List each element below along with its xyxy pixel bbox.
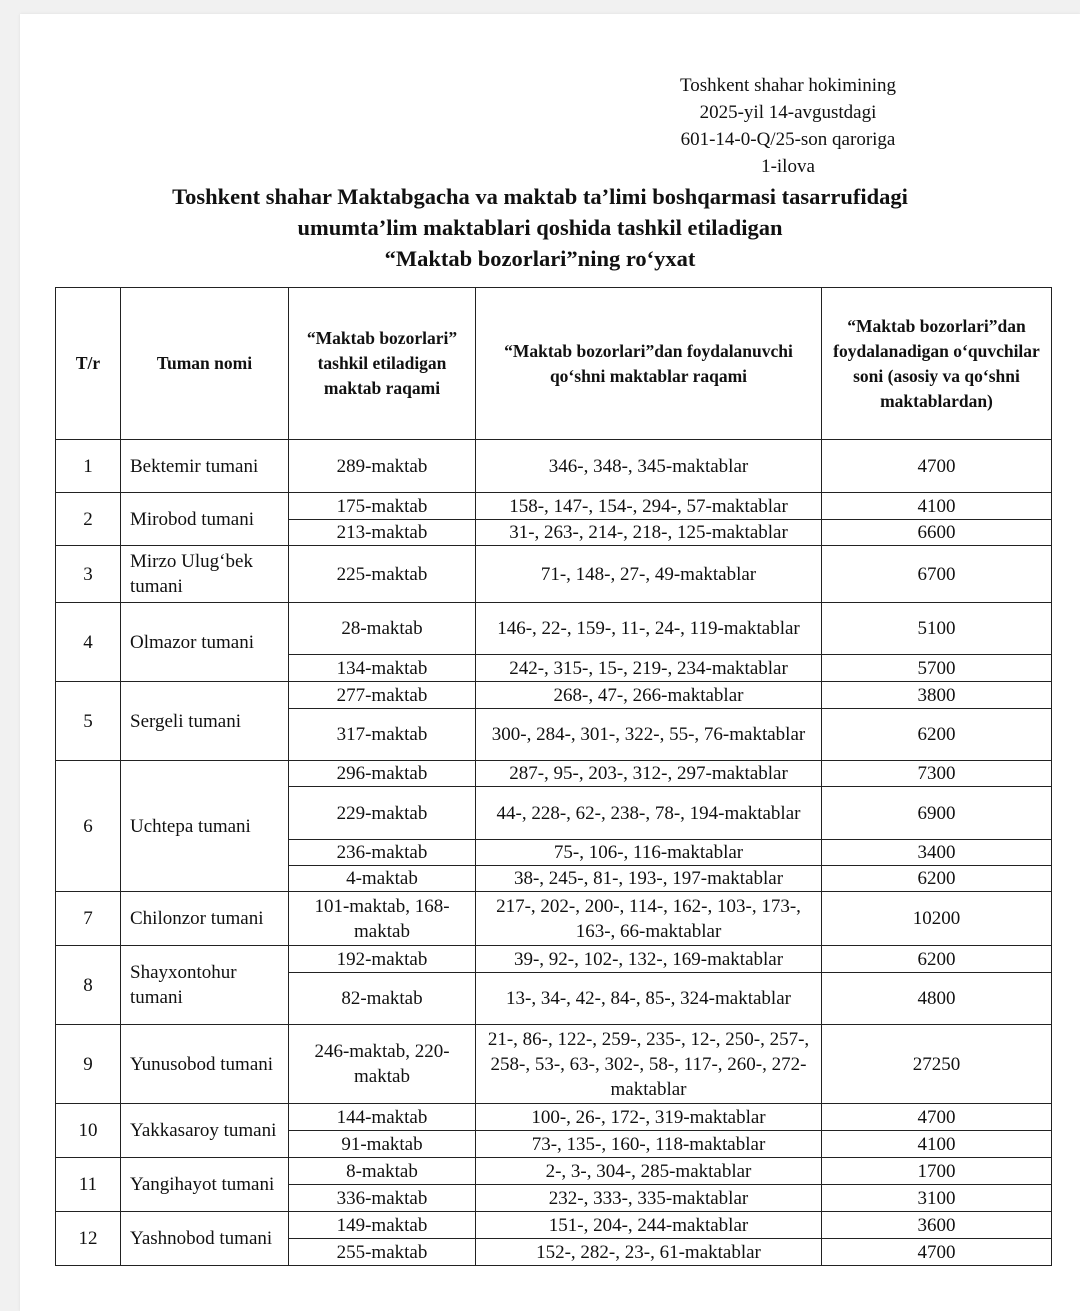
student-count: 6600 [822, 520, 1052, 546]
host-school: 317-maktab [289, 709, 476, 761]
table-row [56, 892, 1052, 946]
district-name: Shayxontohur tumani [121, 946, 289, 1025]
student-count: 3100 [822, 1185, 1052, 1212]
row-number: 12 [56, 1212, 121, 1266]
neighbor-schools: 39-, 92-, 102-, 132-, 169-maktablar [476, 946, 822, 973]
student-count: 4700 [822, 1239, 1052, 1266]
student-count: 4700 [822, 440, 1052, 493]
student-count: 6200 [822, 946, 1052, 973]
annex-line: 1-ilova [761, 156, 815, 177]
student-count: 4800 [822, 973, 1052, 1025]
host-school: 134-maktab [289, 655, 476, 682]
district-name: Sergeli tumani [121, 682, 289, 761]
row-number: 9 [56, 1025, 121, 1104]
title-line: umumta’lim maktablari qoshida tashkil etiladigan [297, 215, 783, 240]
student-count: 4700 [822, 1104, 1052, 1131]
table-row [56, 1158, 1052, 1185]
row-number: 11 [56, 1158, 121, 1212]
title-line: “Maktab bozorlari”ning ro‘yxat [384, 246, 696, 271]
annex-line: Toshkent shahar hokimining [679, 75, 897, 96]
table-row [56, 1212, 1052, 1239]
neighbor-schools: 146-, 22-, 159-, 11-, 24-, 119-maktablar [476, 603, 822, 655]
student-count: 6700 [822, 546, 1052, 603]
district-name: Mirzo Ulug‘bek tumani [121, 546, 289, 603]
row-number: 3 [56, 546, 121, 603]
host-school: 229-maktab [289, 787, 476, 840]
table-row [56, 1104, 1052, 1131]
host-school: 255-maktab [289, 1239, 476, 1266]
host-school: 336-maktab [289, 1185, 476, 1212]
row-number: 10 [56, 1104, 121, 1158]
district-name: Bektemir tumani [121, 440, 289, 493]
neighbor-schools: 2-, 3-, 304-, 285-maktablar [476, 1158, 822, 1185]
neighbor-schools: 232-, 333-, 335-maktablar [476, 1185, 822, 1212]
table-row [56, 603, 1052, 655]
neighbor-schools: 100-, 26-, 172-, 319-maktablar [476, 1104, 822, 1131]
host-school: 101-maktab, 168-maktab [289, 892, 476, 946]
host-school: 296-maktab [289, 761, 476, 787]
annex-line: 601-14-0-Q/25-son qaroriga [680, 129, 896, 150]
table-row [56, 1025, 1052, 1104]
neighbor-schools: 268-, 47-, 266-maktablar [476, 682, 822, 709]
host-school: 225-maktab [289, 546, 476, 603]
student-count: 6900 [822, 787, 1052, 840]
host-school: 144-maktab [289, 1104, 476, 1131]
student-count: 1700 [822, 1158, 1052, 1185]
neighbor-schools: 71-, 148-, 27-, 49-maktablar [476, 546, 822, 603]
district-name: Mirobod tumani [121, 493, 289, 546]
title-line: Toshkent shahar Maktabgacha va maktab ta’limi boshqarmasi tasarrufidagi [172, 184, 908, 209]
student-count: 3800 [822, 682, 1052, 709]
host-school: 289-maktab [289, 440, 476, 493]
host-school: 82-maktab [289, 973, 476, 1025]
district-name: Chilonzor tumani [121, 892, 289, 946]
host-school: 4-maktab [289, 866, 476, 892]
table-body [56, 440, 1052, 1266]
header-host-school: “Maktab bozorlari” tashkil etiladigan maktab raqami [289, 288, 476, 440]
host-school: 236-maktab [289, 840, 476, 866]
host-school: 149-maktab [289, 1212, 476, 1239]
row-number: 6 [56, 761, 121, 892]
student-count: 4100 [822, 493, 1052, 520]
neighbor-schools: 21-, 86-, 122-, 259-, 235-, 12-, 250-, 257-, 258-, 53-, 63-, 302-, 58-, 117-, 260-, 272-maktablar [476, 1025, 822, 1104]
table-row [56, 761, 1052, 787]
header-student-count: “Maktab bozorlari”dan foydalanadigan o‘quvchilar soni (asosiy va qo‘shni maktablardan) [822, 288, 1052, 440]
row-number: 1 [56, 440, 121, 493]
host-school: 277-maktab [289, 682, 476, 709]
table-row [56, 682, 1052, 709]
row-number: 7 [56, 892, 121, 946]
neighbor-schools: 287-, 95-, 203-, 312-, 297-maktablar [476, 761, 822, 787]
annex-line: 2025-yil 14-avgustdagi [699, 102, 877, 123]
row-number: 5 [56, 682, 121, 761]
header-number: T/r [56, 288, 121, 440]
district-name: Yakkasaroy tumani [121, 1104, 289, 1158]
document-title [40, 181, 1040, 274]
student-count: 10200 [822, 892, 1052, 946]
neighbor-schools: 242-, 315-, 15-, 219-, 234-maktablar [476, 655, 822, 682]
neighbor-schools: 31-, 263-, 214-, 218-, 125-maktablar [476, 520, 822, 546]
student-count: 3600 [822, 1212, 1052, 1239]
neighbor-schools: 13-, 34-, 42-, 84-, 85-, 324-maktablar [476, 973, 822, 1025]
table-row [56, 946, 1052, 973]
neighbor-schools: 38-, 245-, 81-, 193-, 197-maktablar [476, 866, 822, 892]
neighbor-schools: 217-, 202-, 200-, 114-, 162-, 103-, 173-, 163-, 66-maktablar [476, 892, 822, 946]
student-count: 6200 [822, 709, 1052, 761]
host-school: 91-maktab [289, 1131, 476, 1158]
neighbor-schools: 158-, 147-, 154-, 294-, 57-maktablar [476, 493, 822, 520]
neighbor-schools: 346-, 348-, 345-maktablar [476, 440, 822, 493]
district-name: Olmazor tumani [121, 603, 289, 682]
table-header-row [56, 288, 1052, 440]
student-count: 3400 [822, 840, 1052, 866]
host-school: 175-maktab [289, 493, 476, 520]
header-neighbor-schools: “Maktab bozorlari”dan foydalanuvchi qo‘shni maktablar raqami [476, 288, 822, 440]
table-row [56, 493, 1052, 520]
host-school: 192-maktab [289, 946, 476, 973]
district-name: Yunusobod tumani [121, 1025, 289, 1104]
student-count: 5100 [822, 603, 1052, 655]
annex-block [638, 72, 938, 180]
district-name: Yangihayot tumani [121, 1158, 289, 1212]
school-markets-table [55, 287, 1052, 1266]
district-name: Uchtepa tumani [121, 761, 289, 892]
row-number: 2 [56, 493, 121, 546]
neighbor-schools: 73-, 135-, 160-, 118-maktablar [476, 1131, 822, 1158]
district-name: Yashnobod tumani [121, 1212, 289, 1266]
table-row [56, 546, 1052, 603]
row-number: 8 [56, 946, 121, 1025]
neighbor-schools: 300-, 284-, 301-, 322-, 55-, 76-maktablar [476, 709, 822, 761]
table-row [56, 440, 1052, 493]
student-count: 5700 [822, 655, 1052, 682]
student-count: 7300 [822, 761, 1052, 787]
header-district: Tuman nomi [121, 288, 289, 440]
host-school: 8-maktab [289, 1158, 476, 1185]
host-school: 28-maktab [289, 603, 476, 655]
host-school: 213-maktab [289, 520, 476, 546]
student-count: 4100 [822, 1131, 1052, 1158]
host-school: 246-maktab, 220-maktab [289, 1025, 476, 1104]
student-count: 27250 [822, 1025, 1052, 1104]
neighbor-schools: 44-, 228-, 62-, 238-, 78-, 194-maktablar [476, 787, 822, 840]
neighbor-schools: 152-, 282-, 23-, 61-maktablar [476, 1239, 822, 1266]
row-number: 4 [56, 603, 121, 682]
neighbor-schools: 75-, 106-, 116-maktablar [476, 840, 822, 866]
student-count: 6200 [822, 866, 1052, 892]
neighbor-schools: 151-, 204-, 244-maktablar [476, 1212, 822, 1239]
